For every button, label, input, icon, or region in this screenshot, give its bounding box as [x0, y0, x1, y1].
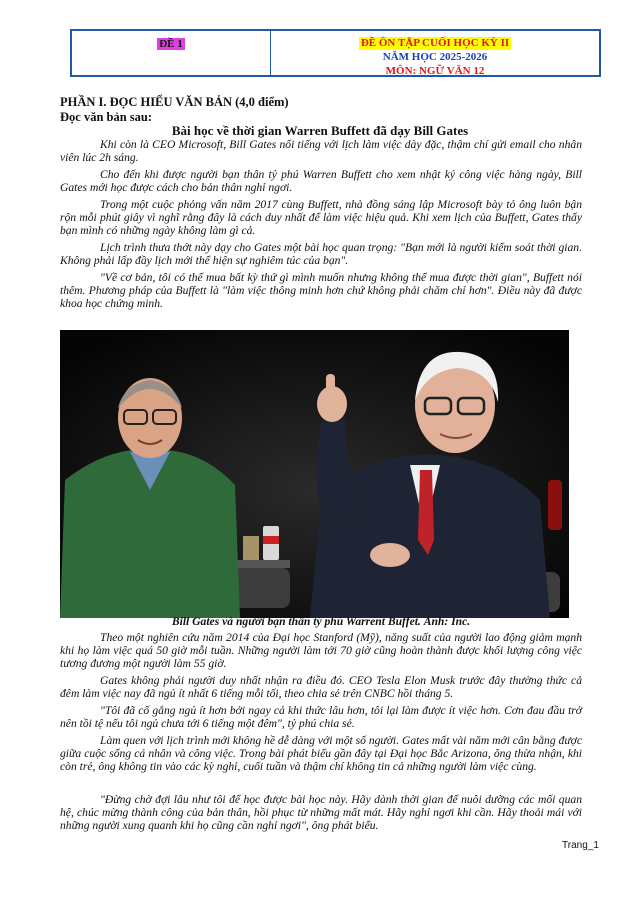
photo-caption: Bill Gates và người bạn thân tỷ phú Warrent Buffet. Ảnh: Inc.	[171, 615, 471, 628]
paragraph: Làm quen với lịch trình mới không hề dễ dàng với một số người. Gates mất vài năm mới cân bằng được giữa cuộc sống cá nhân và công việc. Trong bài phát biểu gần đây tại Đại học Bắc Arizona, ông thừa nhận, khi còn trẻ, ông không tin vào các kỳ nghỉ, cuối tuần và thậm chí không tin cả những người làm việc cùng.	[60, 734, 582, 773]
paragraph: Theo một nghiên cứu năm 2014 của Đại học Stanford (Mỹ), năng suất của người lao động giảm mạnh khi họ làm việc quá 50 giờ mỗi tuần. Những người làm tới 70 giờ cũng hoàn thành được khối lượng công việc tương đương một người làm 55 giờ.	[60, 631, 582, 670]
exam-header-box	[70, 29, 601, 77]
exam-info-cell	[271, 31, 599, 75]
section-heading: PHẦN I. ĐỌC HIỂU VĂN BẢN (4,0 điểm)	[60, 95, 289, 109]
exam-title: ĐỀ ÔN TẬP CUỐI HỌC KỲ II	[360, 37, 510, 49]
paragraph: "Đừng chờ đợi lâu như tôi để học được bài học này. Hãy dành thời gian để nuôi dưỡng các mối quan hệ, chúc mừng thành công của bản thân, hồi phục từ những mất mát. Hãy nghỉ ngơi khi cần. Hãy thoải mái với những người xung quanh khi họ cũng cần nghỉ ngơi", ông phát biểu.	[60, 793, 582, 832]
paragraph: "Về cơ bản, tôi có thể mua bất kỳ thứ gì mình muốn nhưng không thể mua được thời gian", Buffett nói thêm. Phương pháp của Buffett là "làm việc thông minh hơn chứ không phải chăm chỉ hơn". Điều này đã được khoa học chứng minh.	[60, 271, 582, 310]
paragraph: Gates không phải người duy nhất nhận ra điều đó. CEO Tesla Elon Musk trước đây thường thức cả đêm làm việc nay đã ngủ ít nhất 6 tiếng mỗi tối, theo chia sẻ trên CNBC hồi tháng 5.	[60, 674, 582, 700]
exam-number-cell	[72, 31, 271, 75]
paragraph: Cho đến khi được người bạn thân tỷ phú Warren Buffett cho xem nhật ký công việc hàng ngày, Bill Gates mới học được cách cho bản thân nghỉ ngơi.	[60, 168, 582, 194]
subject: MÔN: NGỮ VĂN 12	[385, 65, 485, 77]
page-number: Trang_1	[562, 840, 599, 851]
school-year: NĂM HỌC 2025-2026	[382, 51, 488, 63]
exam-number-tag: ĐỀ 1	[159, 38, 183, 50]
paragraph: Lịch trình thưa thớt này dạy cho Gates một bài học quan trọng: "Bạn mới là người kiểm soát thời gian. Không phải lấp đầy lịch mới thể hiện sự nghiêm túc của bạn".	[60, 241, 582, 267]
gates-buffett-photo	[60, 330, 569, 618]
paragraph: "Tôi đã cố gắng ngủ ít hơn bởi ngay cả khi thức lâu hơn, tôi lại làm được ít việc hơn. Cơn đau đầu trở nên tồi tệ nếu tôi ngủ chưa tới 6 tiếng một đêm", tỷ phú chia sẻ.	[60, 704, 582, 730]
paragraph: Khi còn là CEO Microsoft, Bill Gates nổi tiếng với lịch làm việc dày đặc, thậm chí gửi email cho nhân viên lúc 2h sáng.	[60, 138, 582, 164]
article-title: Bài học về thời gian Warren Buffett đã dạy Bill Gates	[171, 123, 469, 138]
read-instruction: Đọc văn bản sau:	[60, 110, 153, 124]
paragraph: Trong một cuộc phỏng vấn năm 2017 cùng Buffett, nhà đồng sáng lập Microsoft bày tỏ ông luôn bận rộn mỗi phút giây vì nghĩ rằng đây là cách duy nhất để làm việc hiệu quả. Khi xem lịch của Buffett, Gates thấy bạn mình có những ngày không làm gì cả.	[60, 198, 582, 237]
